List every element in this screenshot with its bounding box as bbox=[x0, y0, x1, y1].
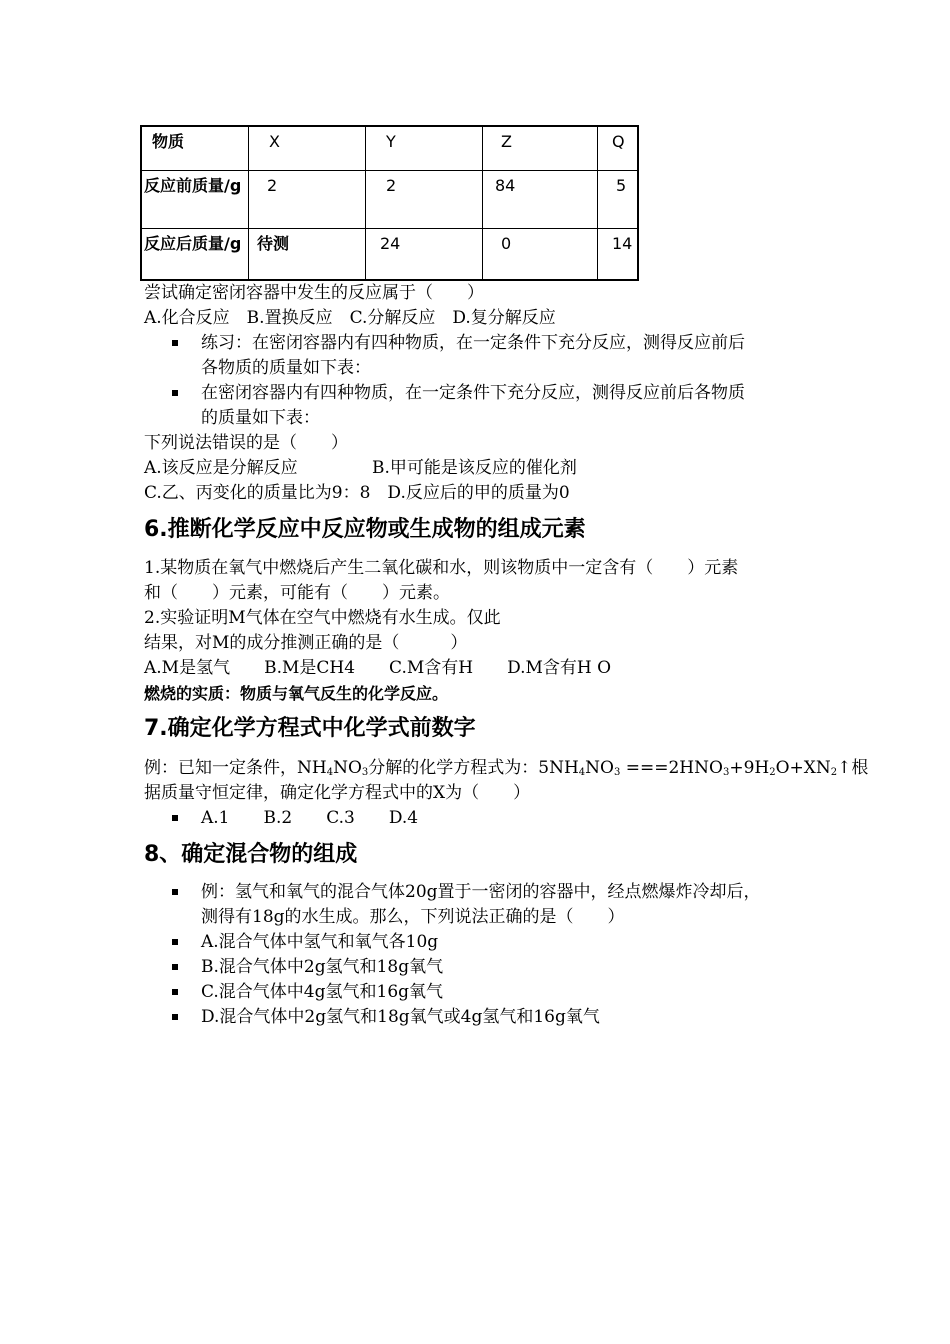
section-heading: 6.推断化学反应中反应物或生成物的组成元素 bbox=[144, 517, 586, 542]
table-cell: 84 bbox=[483, 170, 598, 228]
mass-table bbox=[140, 125, 639, 281]
note-text: 燃烧的实质：物质与氧气反生的化学反应。 bbox=[144, 684, 449, 703]
answer-option: A.混合气体中氢气和氧气各10g bbox=[201, 932, 439, 952]
answer-option: B.混合气体中2g氢气和18g氧气 bbox=[201, 957, 444, 977]
question-text: 2.实验证明M气体在空气中燃烧有水生成。仅此 bbox=[144, 608, 501, 628]
answer-option: A.该反应是分解反应 bbox=[144, 458, 298, 478]
answer-option: C.混合气体中4g氢气和16g氧气 bbox=[201, 982, 444, 1002]
section-heading: 7.确定化学方程式中化学式前数字 bbox=[144, 716, 476, 741]
example-text bbox=[144, 756, 868, 781]
table-cell: 14 bbox=[598, 228, 639, 280]
bullet-icon bbox=[172, 880, 184, 905]
bullet-text: 在密闭容器内有四种物质，在一定条件下充分反应，测得反应前后各物质 bbox=[201, 383, 745, 403]
bullet-icon bbox=[172, 955, 184, 980]
bullet-text: 的质量如下表： bbox=[201, 408, 320, 428]
example-prefix: 例：已知一定条件， bbox=[144, 758, 297, 778]
table-cell: Z bbox=[483, 126, 598, 170]
example-middle: 分解的化学方程式为： bbox=[368, 758, 539, 778]
section-heading: 8、确定混合物的组成 bbox=[144, 842, 358, 867]
table-cell: 5 bbox=[598, 170, 639, 228]
table-cell: 反应后质量/g bbox=[141, 228, 249, 280]
question-text: 和（ ）元素，可能有（ ）元素。 bbox=[144, 583, 450, 603]
bullet-icon bbox=[172, 980, 184, 1005]
bullet-icon bbox=[172, 1005, 184, 1030]
table-cell: 反应前质量/g bbox=[141, 170, 249, 228]
question-text: 1.某物质在氧气中燃烧后产生二氧化碳和水，则该物质中一定含有（ ）元素 bbox=[144, 558, 739, 578]
table-cell: X bbox=[249, 126, 366, 170]
bullet-icon bbox=[172, 381, 184, 406]
answer-option: D.混合气体中2g氢气和18g氧气或4g氢气和16g氧气 bbox=[201, 1007, 600, 1027]
question-text: 下列说法错误的是（ ） bbox=[144, 433, 348, 453]
table-cell: Y bbox=[366, 126, 483, 170]
example-text: 据质量守恒定律，确定化学方程式中的X为（ ） bbox=[144, 783, 531, 803]
bullet-text: 练习：在密闭容器内有四种物质，在一定条件下充分反应，测得反应前后 bbox=[201, 333, 745, 353]
table-row bbox=[141, 228, 638, 280]
answer-option: B.甲可能是该反应的催化剂 bbox=[372, 458, 577, 478]
table-row bbox=[141, 170, 638, 228]
table-cell: 24 bbox=[366, 228, 483, 280]
bullet-text: 测得有18g的水生成。那么，下列说法正确的是（ ） bbox=[201, 907, 625, 927]
answer-options: A.1 B.2 C.3 D.4 bbox=[201, 808, 419, 828]
bullet-icon bbox=[172, 806, 184, 831]
question-text: 结果，对M的成分推测正确的是（ ） bbox=[144, 633, 468, 653]
answer-options: A.化合反应 B.置换反应 C.分解反应 D.复分解反应 bbox=[144, 308, 556, 328]
bullet-icon bbox=[172, 930, 184, 955]
chemical-equation: $5NH_4NO_3$ $===2HNO_3+9H_2O+XN_2↑$ bbox=[538, 758, 852, 778]
table-cell: 2 bbox=[366, 170, 483, 228]
table-cell: 物质 bbox=[141, 126, 249, 170]
table-cell: Q bbox=[598, 126, 639, 170]
table-cell: 2 bbox=[249, 170, 366, 228]
example-suffix: 根 bbox=[851, 758, 869, 778]
bullet-text: 例：氢气和氧气的混合气体20g置于一密闭的容器中，经点燃爆炸冷却后， bbox=[201, 882, 761, 902]
table-cell: 0 bbox=[483, 228, 598, 280]
table-cell: 待测 bbox=[249, 228, 366, 280]
question-text: 尝试确定密闭容器中发生的反应属于（ ） bbox=[144, 283, 484, 303]
bullet-text: 各物质的质量如下表： bbox=[201, 358, 371, 378]
bullet-icon bbox=[172, 331, 184, 356]
chemical-formula: $NH_4NO_3$ bbox=[297, 758, 369, 778]
answer-options: C.乙、丙变化的质量比为9：8 D.反应后的甲的质量为0 bbox=[144, 483, 570, 503]
answer-options: A.M是氢气 B.M是CH4 C.M含有H D.M含有H O bbox=[144, 658, 612, 678]
table-row bbox=[141, 126, 638, 170]
